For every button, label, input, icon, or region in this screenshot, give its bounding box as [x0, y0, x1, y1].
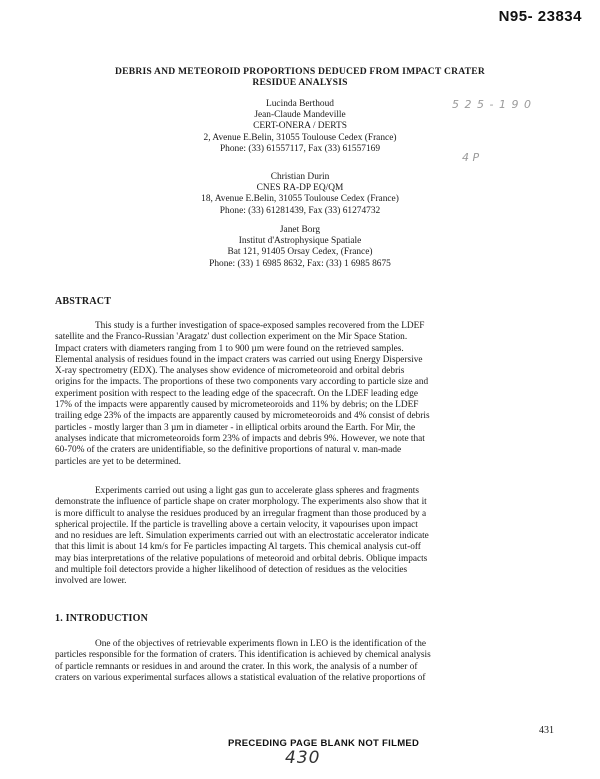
text-line: craters on various experimental surfaces allows a statistical evaluation of the relative proportions of — [55, 672, 426, 683]
text-line: One of the objectives of retrievable experiments flown in LEO is the identification of the — [95, 639, 426, 649]
text-line: that this limit is about 14 km/s for Fe particles impacting Al targets. This chemical analysis cut-off — [55, 542, 421, 553]
text-line: origins for the impacts. The proportions of these two components vary according to particle size and — [55, 377, 429, 388]
author-block-1 — [150, 99, 450, 155]
text-line: Impact craters with diameters ranging from 1 to 900 µm were found on the retrieved samples. — [55, 343, 404, 354]
author-block-3 — [150, 225, 450, 270]
author-name: Jean-Claude Mandeville — [254, 110, 346, 121]
author-name: Christian Durin — [270, 172, 330, 182]
author-name: Janet Borg — [279, 225, 321, 235]
page-number: 431 — [539, 725, 554, 736]
author-block-2 — [150, 172, 450, 217]
abstract-heading: ABSTRACT — [55, 296, 112, 307]
text-line: trailing edge 23% of the impacts are apparently caused by micrometeoroids and 4% consist of debris — [55, 411, 430, 422]
text-line: Elemental analysis of residues found in the impact craters was carried out using Energy Dispersive — [55, 354, 423, 365]
introduction-paragraph-1 — [55, 639, 545, 684]
text-line: Experiments carried out using a light gas gun to accelerate glass spheres and fragments — [95, 486, 419, 496]
text-line: and no residues are left. Simulation experiments carried out with an electrostatic accelerator indicate — [55, 531, 429, 542]
text-line: 60-70% of the craters are unidentifiable, so the definitive proportions of natural v. man-made — [55, 445, 402, 456]
author-affiliation: CNES RA-DP EQ/QM — [256, 183, 344, 194]
text-line: and multiple foil detectors provide a higher likelihood of detection of residues as the velocities — [55, 565, 408, 576]
text-line: analyses indicate that micrometeoroids form 23% of impacts and debris 9%. However, we note that — [55, 433, 425, 444]
text-line: particles are yet to be determined. — [55, 456, 181, 467]
document-number: N95- 23834 — [498, 8, 582, 25]
introduction-heading: 1. INTRODUCTION — [55, 613, 149, 624]
text-line: particles responsible for the formation of craters. This identification is achieved by chemical analysis — [55, 650, 431, 661]
handwritten-page-number: 430 — [285, 748, 321, 768]
text-line: X-ray spectrometry (EDX). The analyses show evidence of micrometeoroid and orbital debris — [55, 366, 405, 377]
text-line: experiment position with respect to the leading edge of the spacecraft. On the LDEF leading edge — [55, 388, 418, 399]
text-line: satellite and the Franco-Russian 'Aragatz' dust collection experiment on the Mir Space Station. — [55, 332, 408, 343]
author-address: 2, Avenue E.Belin, 31055 Toulouse Cedex (France) — [203, 132, 397, 143]
text-line: 17% of the impacts were apparently caused by micrometeoroids and 11% by debris; on the LDEF — [55, 400, 419, 411]
title-line-1: DEBRIS AND METEOROID PROPORTIONS DEDUCED FROM IMPACT CRATER — [115, 66, 485, 77]
text-line: This study is a further investigation of space-exposed samples recovered from the LDEF — [95, 321, 425, 331]
text-line: of particle remnants or residues in and around the crater. In this work, the analysis of a number of — [55, 661, 418, 672]
author-affiliation: CERT-ONERA / DERTS — [253, 121, 347, 132]
handwritten-stamp-top: 5 2 5 - 1 9 0 — [452, 98, 532, 111]
paper-title — [80, 66, 520, 88]
handwritten-stamp-middle: 4 P — [462, 151, 480, 164]
title-line-2: RESIDUE ANALYSIS — [252, 77, 348, 88]
author-affiliation: Institut d'Astrophysique Spatiale — [238, 236, 362, 247]
preceding-page-stamp: PRECEDING PAGE BLANK NOT FILMED — [228, 738, 420, 749]
abstract-paragraph-1 — [55, 321, 545, 468]
text-line: may bias interpretations of the relative populations of meteoroid and orbital debris. Oblique impacts — [55, 553, 428, 564]
author-address: 18, Avenue E.Belin, 31055 Toulouse Cedex (France) — [201, 194, 399, 205]
text-line: spherical projectile. If the particle is travelling above a certain velocity, it vapourises upon impact — [55, 519, 418, 530]
author-address: Bat 121, 91405 Orsay Cedex, (France) — [227, 247, 373, 258]
author-phone: Phone: (33) 61557117, Fax (33) 61557169 — [219, 143, 381, 154]
author-phone: Phone: (33) 61281439, Fax (33) 61274732 — [219, 205, 381, 216]
text-line: demonstrate the influence of particle shape on crater morphology. The experiments also show that it — [55, 497, 427, 508]
text-line: is more difficult to analyse the residues produced by an irregular fragment than those produced by a — [55, 508, 427, 519]
author-name: Lucinda Berthoud — [266, 99, 334, 109]
author-phone: Phone: (33) 1 6985 8632, Fax: (33) 1 6985 8675 — [209, 258, 391, 269]
text-line: involved are lower. — [55, 576, 127, 587]
text-line: particles - mostly larger than 3 µm in diameter - in elliptical orbits around the Earth. For Mir, the — [55, 422, 416, 433]
abstract-paragraph-2 — [55, 486, 545, 588]
